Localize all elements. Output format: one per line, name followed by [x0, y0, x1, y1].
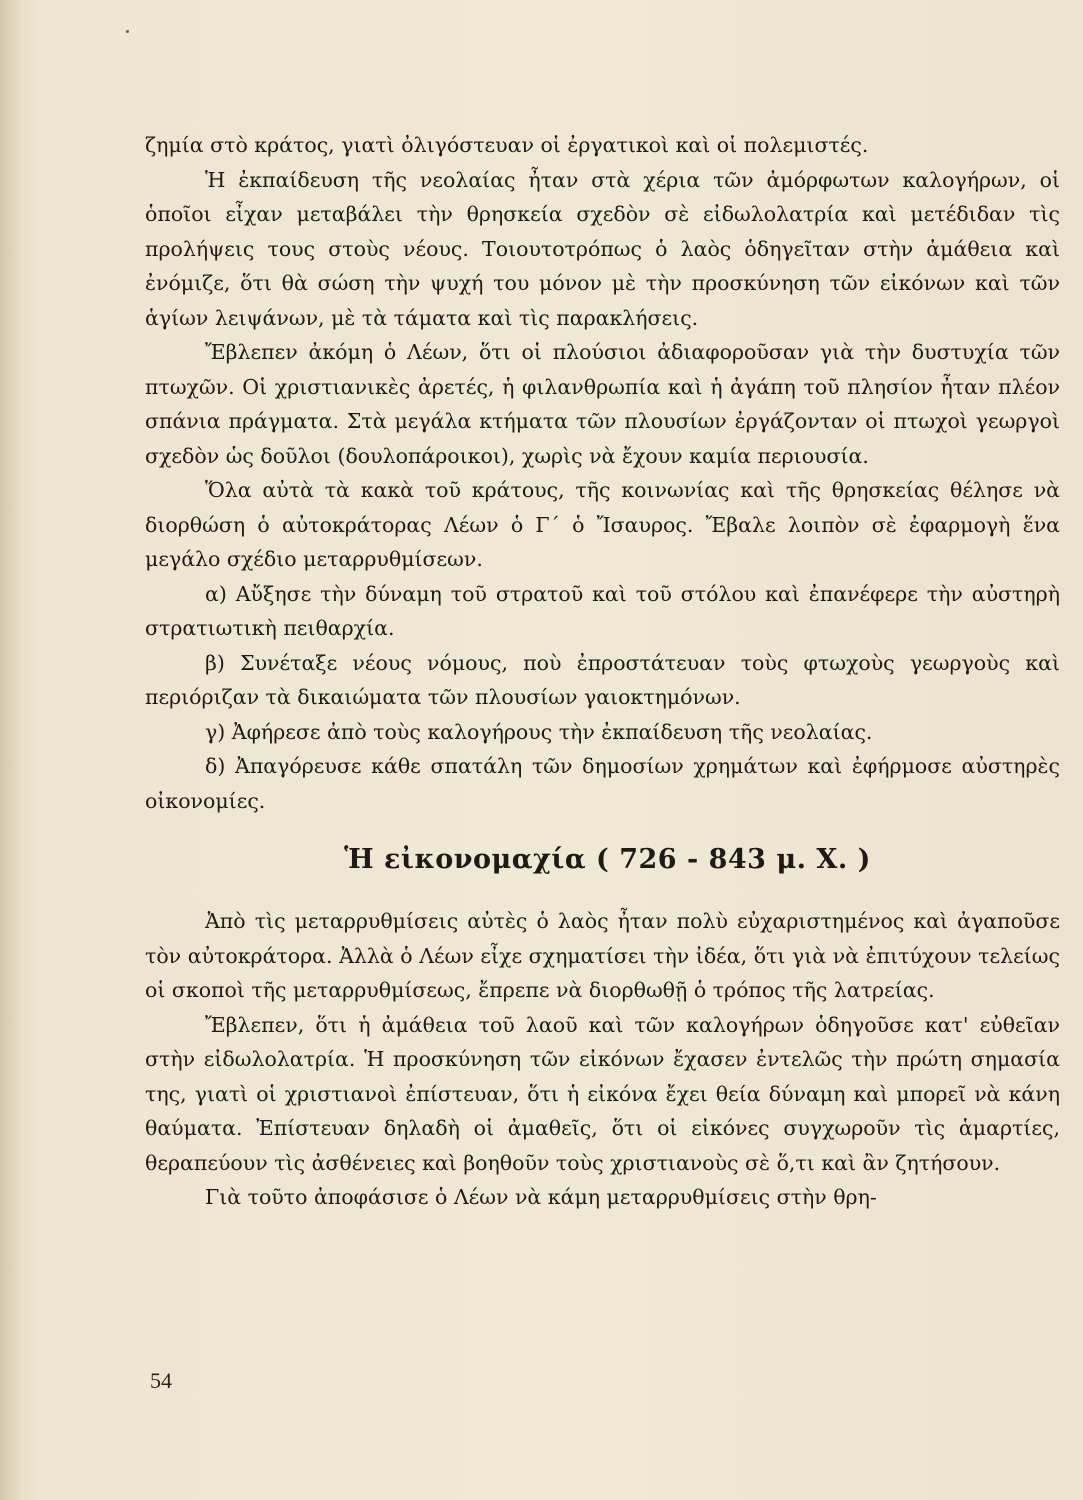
paragraph-2: Ἡ ἐκπαίδευση τῆς νεολαίας ἦταν στὰ χέρια τῶν ἀμόρφωτων καλογήρων, οἱ ὁποῖοι εἶχαν μεταβάλει τὴν θρησκεία σχεδὸν σὲ εἰδωλολατρία καὶ μετέδιδαν τὶς προλήψεις τους στοὺς νέους. Τοιουτοτρόπως ὁ λαὸς ὁδηγεῖταν στὴν ἀμάθεια καὶ ἐνόμιζε, ὅτι θὰ σώση τὴν ψυχή του μόνον μὲ τὴν προσκύνηση τῶν εἰκόνων καὶ τῶν ἁγίων λειψάνων, μὲ τὰ τάματα καὶ τὶς παρακλήσεις. [145, 167, 1060, 330]
paragraph-10: Ἔβλεπεν, ὅτι ἡ ἀμάθεια τοῦ λαοῦ καὶ τῶν καλογήρων ὁδηγοῦσε κατ' εὐθεῖαν στὴν εἰδωλολατρία. Ἡ προσκύνηση τῶν εἰκόνων ἔχασεν ἐντελῶς τὴν πρώτη σημασία της, γιατὶ οἱ χριστιανοὶ ἐπίστευαν, ὅτι ἡ εἰκόνα ἔχει θεία δύναμη καὶ μπορεῖ νὰ κάνη θαύματα. Ἐπίστευαν δηλαδὴ οἱ ἀμαθεῖς, ὅτι οἱ εἰκόνες συγχωροῦν τὶς ἁμαρτίες, θεραπεύουν τὶς ἀσθένειες καὶ βοηθοῦν τοὺς χριστιανοὺς σὲ ὅ,τι καὶ ἂν ζητήσουν. [145, 1012, 1060, 1175]
paragraph-9: Ἀπὸ τὶς μεταρρυθμίσεις αὐτὲς ὁ λαὸς ἦταν πολὺ εὐχαριστημένος καὶ ἀγαποῦσε τὸν αὐτοκράτορα. Ἀλλὰ ὁ Λέων εἶχε σχηματίσει τὴν ἰδέα, ὅτι γιὰ νὰ ἐπιτύχουν τελείως οἱ σκοποὶ τῆς μεταρρυθμίσεως, ἔπρεπε νὰ διορθωθῇ ὁ τρόπος τῆς λατρείας. [145, 909, 1060, 1002]
paragraph-11: Γιὰ τοῦτο ἀποφάσισε ὁ Λέων νὰ κάμη μεταρρυθμίσεις στὴν θρη- [205, 1185, 877, 1209]
page-number: 54 [150, 1368, 172, 1393]
paragraph-5-list-a: α) Αὔξησε τὴν δύναμη τοῦ στρατοῦ καὶ τοῦ στόλου καὶ ἐπανέφερε τὴν αὐστηρὴ στρατιωτικὴ πειθαρχία. [145, 581, 1060, 640]
scan-speck [126, 30, 129, 33]
paragraph-3: Ἔβλεπεν ἀκόμη ὁ Λέων, ὅτι οἱ πλούσιοι ἀδιαφοροῦσαν γιὰ τὴν δυστυχία τῶν πτωχῶν. Οἱ χριστιανικὲς ἀρετές, ἡ φιλανθρωπία καὶ ἡ ἀγάπη τοῦ πλησίον ἦταν πλέον σπάνια πράγματα. Στὰ μεγάλα κτήματα τῶν πλουσίων ἐργάζονταν οἱ πτωχοὶ γεωργοὶ σχεδὸν ὡς δοῦλοι (δουλοπάροικοι), χωρὶς νὰ ἔχουν καμία περιουσία. [145, 340, 1060, 468]
paragraph-6-list-b: β) Συνέταξε νέους νόμους, ποὺ ἐπροστάτευαν τοὺς φτωχοὺς γεωργοὺς καὶ περιόριζαν τὰ δικαιώματα τῶν πλουσίων γαιοκτημόνων. [145, 650, 1060, 709]
paragraph-4: Ὅλα αὐτὰ τὰ κακὰ τοῦ κράτους, τῆς κοινωνίας καὶ τῆς θρησκείας θέλησε νὰ διορθώση ὁ αὐτοκράτορας Λέων ὁ Γ΄ ὁ Ἴσαυρος. Ἔβαλε λοιπὸν σὲ ἐφαρμογὴ ἕνα μεγάλο σχέδιο μεταρρυθμίσεων. [145, 478, 1060, 571]
section-heading: Ἡ εἰκονομαχία ( 726 - 843 μ. Χ. ) [344, 844, 871, 875]
paragraph-1: ζημία στὸ κράτος, γιατὶ ὀλιγόστευαν οἱ ἐργατικοὶ καὶ οἱ πολεμιστές. [145, 133, 869, 157]
paragraph-7-list-c: γ) Ἀφήρεσε ἀπὸ τοὺς καλογήρους τὴν ἐκπαίδευση τῆς νεολαίας. [205, 719, 873, 744]
paragraph-8-list-d: δ) Ἀπαγόρευσε κάθε σπατάλη τῶν δημοσίων χρημάτων καὶ ἐφήρμοσε αὐστηρὲς οἰκονομίες. [145, 754, 1060, 813]
page-body [145, 128, 1060, 1215]
